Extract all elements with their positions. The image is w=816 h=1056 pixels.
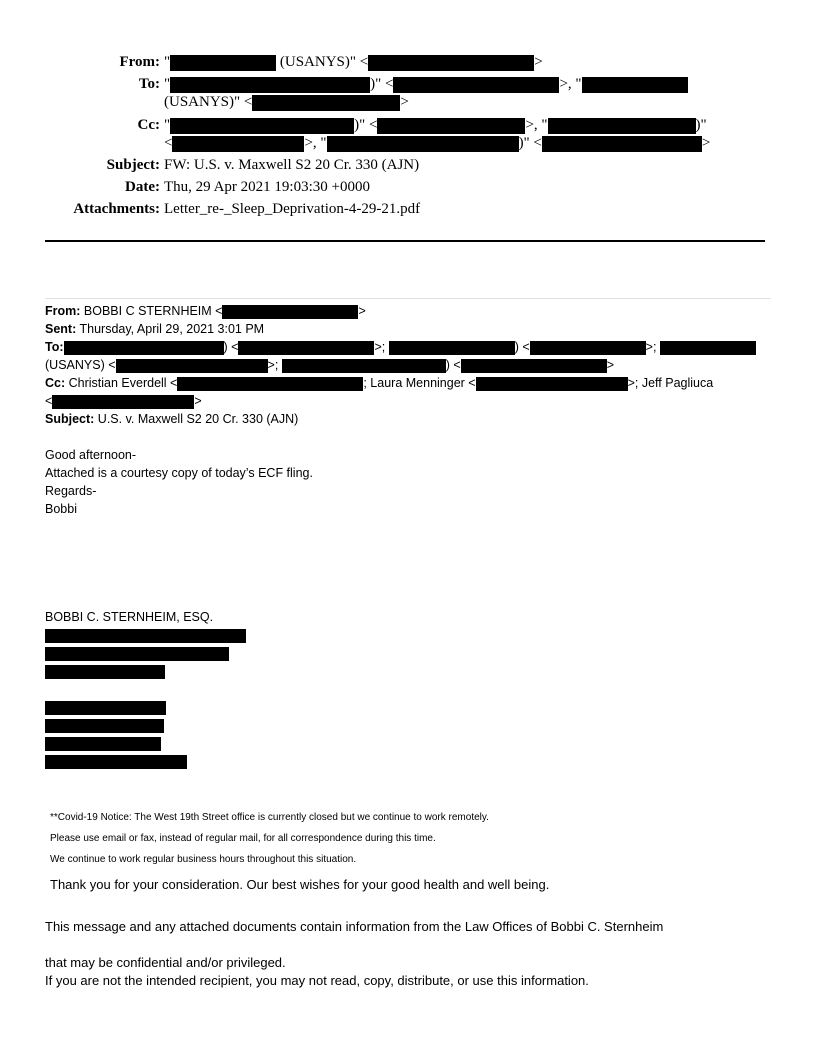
redaction (542, 136, 702, 152)
to-value-line1 (164, 76, 688, 93)
from-suffix: (USANYS)" < (276, 54, 369, 70)
from-label: From: (119, 54, 160, 70)
date-value: Thu, 29 Apr 2021 19:03:30 +0000 (164, 179, 370, 195)
fwd-sent-label: Sent: (45, 322, 77, 336)
from-close: > (534, 54, 543, 70)
cc-sep: )" < (518, 135, 542, 151)
attachments-label: Attachments: (73, 201, 160, 217)
fwd-from-line (45, 304, 366, 319)
subject-label: Subject: (106, 157, 160, 173)
redaction (377, 118, 525, 134)
redaction (45, 701, 166, 715)
notice-line: We continue to work regular business hours throughout this situation. (50, 854, 357, 865)
redaction (282, 359, 446, 373)
fwd-cc-name2: ; Laura Menninger < (363, 376, 476, 390)
redaction (548, 118, 696, 134)
fwd-to-sep: ) < (223, 340, 239, 354)
header-divider (45, 240, 765, 242)
fwd-subject-line (45, 412, 298, 426)
cc-sep: )" < (354, 117, 378, 133)
redaction (238, 341, 374, 355)
fwd-to-sep: ) < (514, 340, 530, 354)
to-prefix: (USANYS)" < (164, 94, 253, 110)
fwd-to-line1 (45, 340, 756, 355)
to-sep: )" < (370, 76, 394, 92)
redaction (393, 77, 559, 93)
subject-value: FW: U.S. v. Maxwell S2 20 Cr. 330 (AJN) (164, 157, 420, 173)
fwd-to-sep: >; (374, 340, 386, 354)
redaction (172, 136, 304, 152)
notice-thanks: Thank you for your consideration. Our best wishes for your good health and well being. (50, 877, 550, 892)
fwd-sent-line (45, 322, 264, 336)
redaction (52, 395, 194, 409)
fwd-from-close: > (358, 304, 366, 318)
from-value (164, 54, 543, 71)
redaction (45, 719, 164, 733)
redaction (177, 377, 363, 391)
redaction (368, 55, 534, 71)
cc-sep: )" (695, 117, 707, 133)
redaction (476, 377, 628, 391)
cc-label: Cc: (137, 117, 160, 133)
disclaimer-line: This message and any attached documents contain information from the Law Offices of Bobbi C. Sternheim (45, 919, 664, 934)
fwd-cc-line1 (45, 376, 713, 391)
notice-line: **Covid-19 Notice: The West 19th Street office is currently closed but we continue to work remotely. (50, 812, 489, 823)
redaction (170, 55, 276, 71)
quote-mark: " (164, 117, 171, 133)
fwd-from-value: BOBBI C STERNHEIM < (80, 304, 223, 318)
redaction (170, 77, 370, 93)
fwd-cc-label: Cc: (45, 376, 66, 390)
fwd-subject-label: Subject: (45, 412, 95, 426)
fwd-to-close: > (606, 358, 615, 372)
fwd-cc-close: > (194, 394, 202, 408)
body-line: Attached is a courtesy copy of today’s ECF fling. (45, 466, 313, 480)
notice-line: Please use email or fax, instead of regular mail, for all correspondence during this time. (50, 833, 436, 844)
quote-mark: " (164, 54, 171, 70)
redaction (222, 305, 358, 319)
cc-sep: >, " (304, 135, 327, 151)
cc-sep: >, " (525, 117, 548, 133)
cc-value-line2 (164, 135, 710, 152)
redaction (45, 665, 165, 679)
cc-value-line1 (164, 117, 707, 134)
redaction (64, 341, 224, 355)
signoff: Bobbi (45, 502, 77, 516)
redaction (45, 755, 187, 769)
fwd-cc-open: < (45, 394, 53, 408)
redaction (45, 647, 229, 661)
fwd-to-sep: >; (645, 340, 657, 354)
fwd-to-prefix: (USANYS) < (45, 358, 116, 372)
fwd-to-line2 (45, 358, 614, 373)
signature-name: BOBBI C. STERNHEIM, ESQ. (45, 610, 214, 624)
to-label: To: (138, 76, 160, 92)
fwd-to-sep: >; (267, 358, 279, 372)
redaction (45, 629, 246, 643)
attachment-link[interactable]: Letter_re-_Sleep_Deprivation-4-29-21.pdf (164, 201, 421, 217)
redaction (389, 341, 515, 355)
redaction (170, 118, 354, 134)
date-label: Date: (125, 179, 160, 195)
redaction (252, 95, 400, 111)
fwd-from-label: From: (45, 304, 81, 318)
fwd-cc-name1: Christian Everdell < (65, 376, 178, 390)
redaction (530, 341, 646, 355)
redaction (45, 737, 161, 751)
redaction (660, 341, 756, 355)
regards: Regards- (45, 484, 97, 498)
cc-close: > (701, 135, 711, 151)
greeting: Good afternoon- (45, 448, 137, 462)
to-value-line2 (164, 94, 409, 111)
redaction (116, 359, 268, 373)
disclaimer-line: that may be confidential and/or privileged. (45, 955, 286, 970)
forward-divider (45, 298, 771, 299)
to-close: > (400, 94, 409, 110)
redaction (327, 136, 519, 152)
fwd-sent-value: Thursday, April 29, 2021 3:01 PM (76, 322, 265, 336)
redaction (582, 77, 688, 93)
cc-open: < (164, 135, 173, 151)
quote-mark: " (164, 76, 171, 92)
redaction (461, 359, 607, 373)
fwd-subject-value: U.S. v. Maxwell S2 20 Cr. 330 (AJN) (94, 412, 299, 426)
disclaimer-line: If you are not the intended recipient, you may not read, copy, distribute, or use this information. (45, 973, 589, 988)
fwd-to-label: To: (45, 340, 64, 354)
to-sep: >, " (559, 76, 582, 92)
fwd-cc-line2 (45, 394, 202, 409)
fwd-cc-name3: >; Jeff Pagliuca (627, 376, 714, 390)
fwd-to-sep: ) < (445, 358, 461, 372)
